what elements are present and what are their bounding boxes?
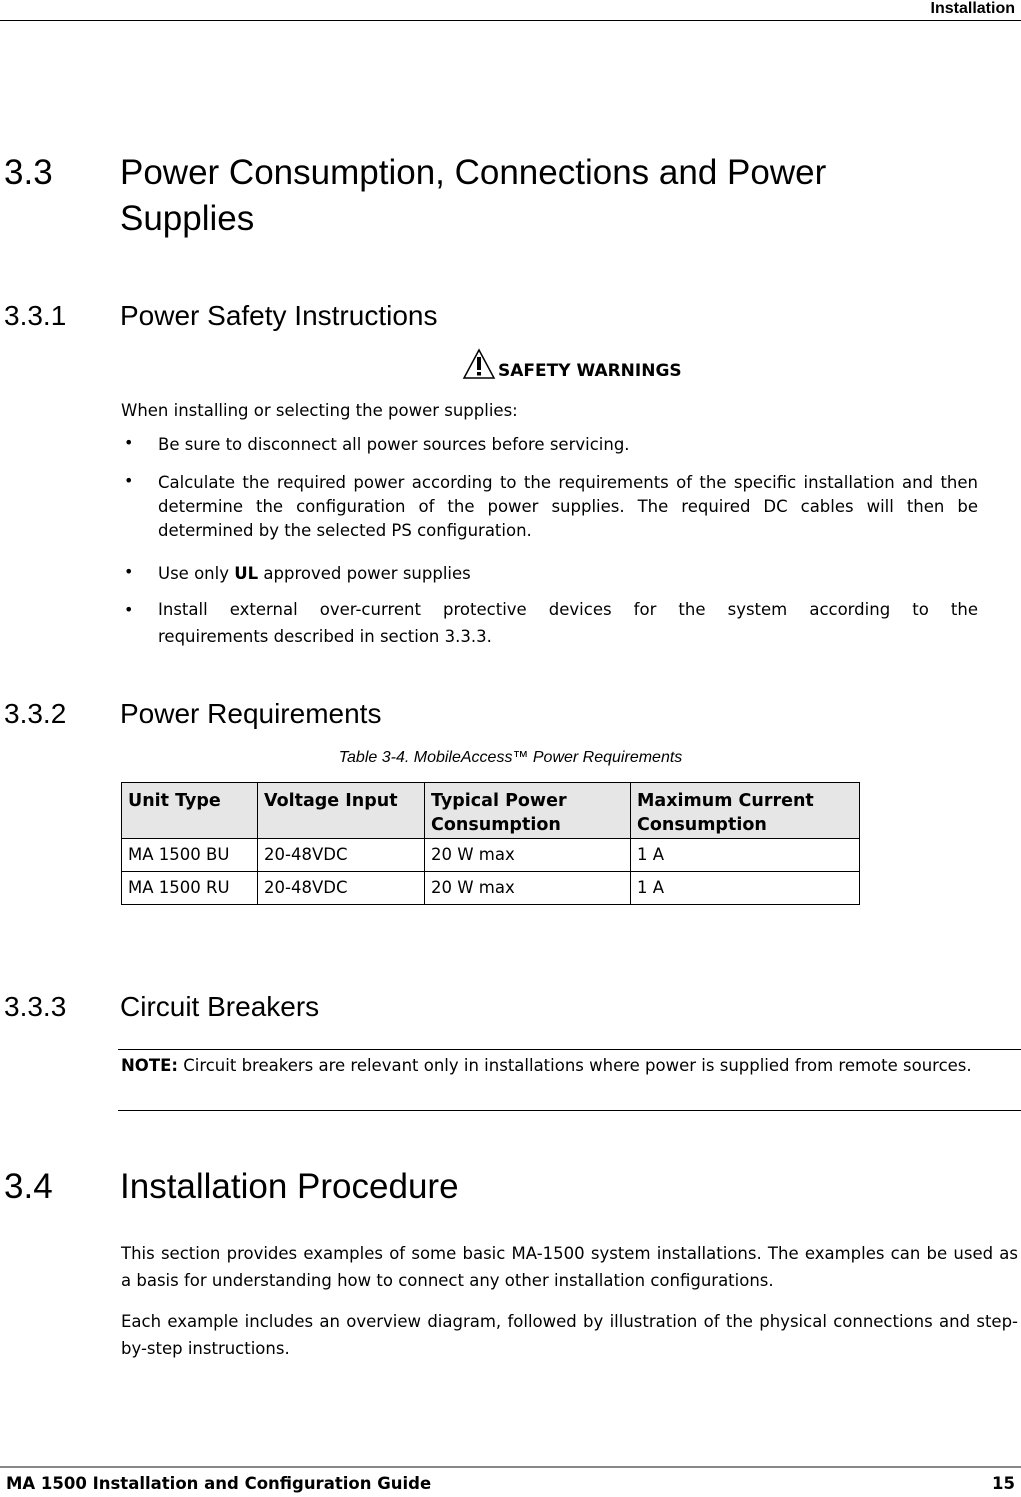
safety-intro: When installing or selecting the power supplies:: [121, 401, 518, 420]
warning-icon: [462, 348, 496, 380]
table-cell: 1 A: [631, 839, 860, 872]
section-title: Power Safety Instructions: [120, 300, 438, 331]
section-title-line-1: Power Consumption, Connections and Power: [120, 153, 827, 192]
section-title: Installation Procedure: [120, 1167, 459, 1206]
safety-bullet-1: Be sure to disconnect all power sources before servicing.: [158, 435, 630, 454]
footer-guide-title: MA 1500 Installation and Configuration Guide: [6, 1474, 432, 1493]
table-cell: 1 A: [631, 872, 860, 905]
running-header: Installation: [930, 0, 1015, 17]
section-number: 3.3.1: [4, 300, 67, 331]
bullet-dot: •: [124, 471, 134, 490]
bullet-dot: •: [124, 600, 134, 619]
footer-rule: [0, 1466, 1021, 1468]
table-caption: Table 3-4. MobileAccess™ Power Requirements: [338, 749, 683, 766]
section-number: 3.3.2: [4, 698, 67, 729]
section-number: 3.3: [4, 153, 53, 192]
section-number: 3.3.3: [4, 991, 67, 1022]
procedure-paragraph-2: Each example includes an overview diagram, followed by illustration of the physical connections and step-by-step instructions.: [121, 1312, 1018, 1358]
section-title: Power Requirements: [120, 698, 382, 729]
page-number: 15: [992, 1474, 1015, 1493]
table-cell: 20-48VDC: [258, 839, 425, 872]
section-title: Circuit Breakers: [120, 991, 320, 1022]
section-heading-3-3-3: [0, 990, 1021, 1024]
safety-bullet-3: [158, 562, 978, 586]
note-text: Circuit breakers are relevant only in installations where power is supplied from remote sources.: [177, 1056, 972, 1075]
bullet-dot: •: [124, 433, 134, 452]
table-cell: MA 1500 RU: [122, 872, 258, 905]
table-cell: 20 W max: [425, 872, 631, 905]
safety-warnings-heading: [462, 348, 722, 384]
section-heading-3-4: [0, 1164, 1021, 1210]
safety-warnings-label: SAFETY WARNINGS: [498, 361, 682, 381]
safety-bullet-4-line-2: requirements described in section 3.3.3.: [158, 627, 492, 646]
section-title-line-2: Supplies: [120, 199, 255, 238]
note-bottom-rule: [118, 1110, 1021, 1111]
bullet-dot: •: [124, 562, 134, 581]
circuit-breaker-note: [121, 1054, 1018, 1078]
table-header-cell: Voltage Input: [258, 783, 425, 839]
table-cell: 20 W max: [425, 839, 631, 872]
section-heading-3-3-2: [0, 697, 1021, 731]
section-heading-3-3-1: [0, 299, 1021, 333]
table-header-cell: Unit Type: [122, 783, 258, 839]
table-row: [122, 839, 860, 872]
safety-bullet-4-line-1: Install external over-current protective devices for the system according to the: [158, 600, 978, 619]
table-header-cell: Maximum Current Consumption: [631, 783, 860, 839]
power-requirements-table: [121, 782, 860, 905]
table-header-row: [122, 783, 860, 839]
safety-bullet-2: Calculate the required power according to the requirements of the specific installation and then determine the configuration of the power supplies. The required DC cables will then be determined by the selected PS configuration.: [158, 473, 978, 540]
table-cell: MA 1500 BU: [122, 839, 258, 872]
section-heading-3-3: [0, 150, 1021, 242]
table-row: [122, 872, 860, 905]
bullet-text-suffix: approved power supplies: [258, 564, 471, 583]
section-number: 3.4: [4, 1167, 53, 1206]
procedure-paragraph-1: This section provides examples of some basic MA-1500 system installations. The examples can be used as a basis for understanding how to connect any other installation configurations.: [121, 1244, 1018, 1290]
ul-emphasis: UL: [234, 564, 259, 583]
table-header-cell: Typical Power Consumption: [425, 783, 631, 839]
note-label: NOTE:: [121, 1056, 178, 1075]
bullet-text-prefix: Use only: [158, 564, 235, 583]
note-top-rule: [118, 1049, 1021, 1050]
header-rule: [0, 20, 1021, 21]
table-cell: 20-48VDC: [258, 872, 425, 905]
